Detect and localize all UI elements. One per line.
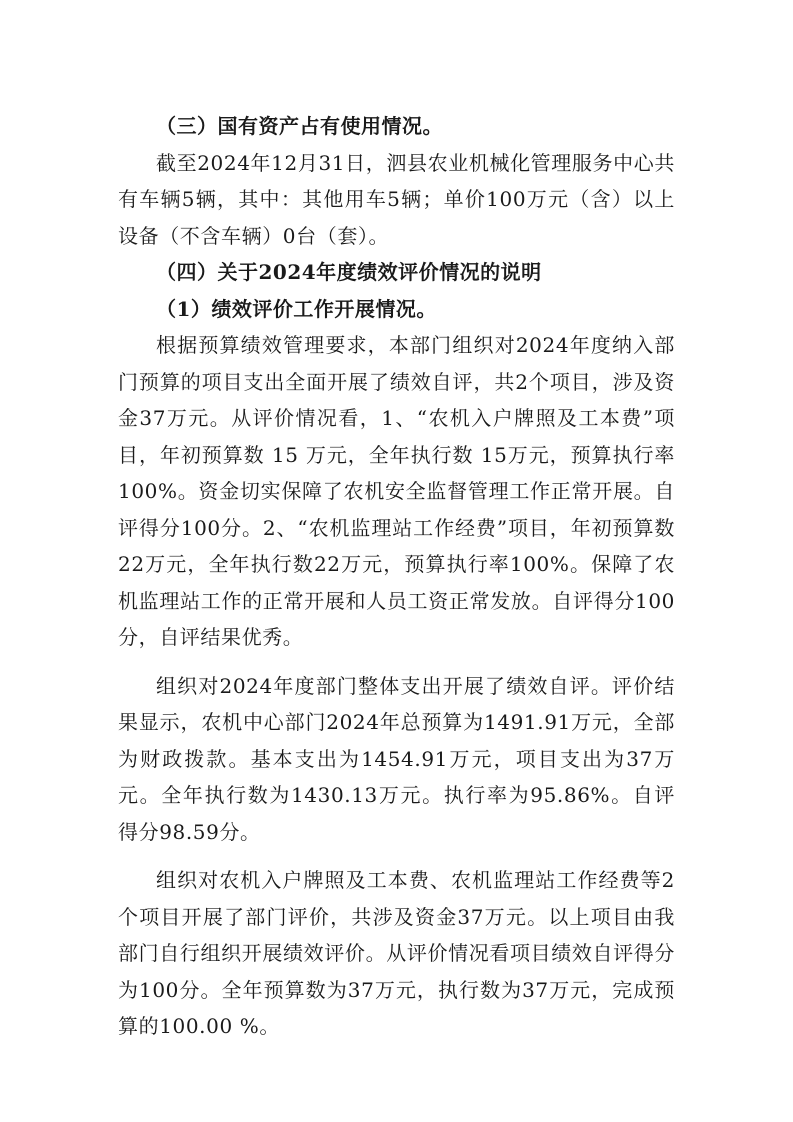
section-4-heading: （四）关于2024年度绩效评价情况的说明 (156, 260, 542, 284)
section-3-heading: （三）国有资产占有使用情况。 (156, 114, 443, 138)
overall-expenditure-paragraph: 组织对2024年度部门整体支出开展了绩效自评。评价结果显示，农机中心部门2024年总预算为1491.91万元，全部为财政拨款。基本支出为1454.91万元，项目支出为37万元。全年执行数为1430.13万元。执行率为95.86%。自评得分98.59分。 (118, 673, 675, 844)
section-3-paragraph: 截至2024年12月31日，泗县农业机械化管理服务中心共有车辆5辆，其中：其他用车5辆；单价100万元（含）以上设备（不含车辆）0台（套）。 (118, 150, 675, 248)
section-4-subheading: （1）绩效评价工作开展情况。 (156, 296, 437, 321)
department-evaluation-paragraph: 组织对农机入户牌照及工本费、农机监理站工作经费等2个项目开展了部门评价，共涉及资金37万元。以上项目由我部门自行组织开展绩效评价。从评价情况看项目绩效自评得分为100分。全年预算数为37万元，执行数为37万元，完成预算的100.00 %。 (118, 868, 675, 1038)
project-evaluation-paragraph: 根据预算绩效管理要求，本部门组织对2024年度纳入部门预算的项目支出全面开展了绩效自评，共2个项目，涉及资金37万元。从评价情况看，1、“农机入户牌照及工本费”项目，年初预算数 15 万元，全年执行数 15万元，预算执行率100%。资金切实保障了农机安全监督管理工作正常开展。自评得分100分。2、“农机监理站工作经费”项目，年初预算数 22万元，全年执行数22万元，预算执行率100%。保障了农机监理站工作的正常开展和人员工资正常发放。自评得分100分，自评结果优秀。 (118, 333, 675, 649)
